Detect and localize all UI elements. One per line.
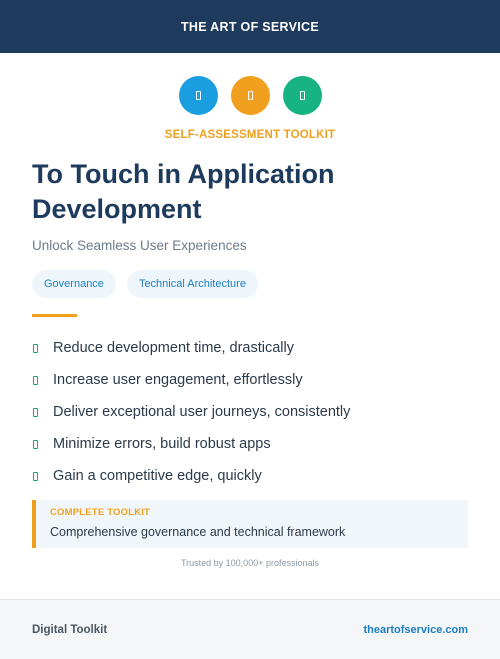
list-item (32, 460, 350, 492)
title-line-1: To Touch in Application (32, 159, 335, 189)
toolkit-kicker: SELF-ASSESSMENT TOOLKIT (164, 129, 336, 141)
check-icon (33, 472, 38, 481)
toolkit-callout (32, 500, 468, 548)
benefit-list (32, 332, 350, 492)
title-line-2: Development (32, 194, 202, 224)
tag-governance[interactable]: Governance (32, 270, 116, 298)
benefit-text: Gain a competitive edge, quickly (53, 468, 262, 484)
list-item (32, 364, 350, 396)
document-icon-orange (231, 76, 270, 115)
check-icon (33, 408, 38, 417)
page-footer (0, 599, 500, 659)
benefit-text: Deliver exceptional user journeys, consistently (53, 404, 351, 420)
callout-label: COMPLETE TOOLKIT (50, 507, 151, 518)
page-subtitle: Unlock Seamless User Experiences (32, 238, 247, 253)
icon-row (0, 76, 500, 115)
tag-list (32, 270, 258, 298)
page-title (32, 157, 472, 227)
list-item (32, 428, 350, 460)
callout-text: Comprehensive governance and technical framework (50, 525, 346, 539)
check-icon (33, 376, 38, 385)
document-icon (300, 91, 305, 100)
website-link[interactable]: theartofservice.com (363, 623, 468, 636)
check-icon (33, 344, 38, 353)
tag-technical-architecture[interactable]: Technical Architecture (127, 270, 258, 298)
benefit-text: Minimize errors, build robust apps (53, 436, 271, 452)
document-icon (248, 91, 253, 100)
document-icon-blue (179, 76, 218, 115)
list-item (32, 332, 350, 364)
benefit-text: Increase user engagement, effortlessly (53, 372, 303, 388)
trust-line: Trusted by 100,000+ professionals (180, 558, 319, 568)
page-header (0, 0, 500, 53)
footer-label: Digital Toolkit (32, 623, 108, 636)
check-icon (33, 440, 38, 449)
list-item (32, 396, 350, 428)
accent-divider (32, 314, 77, 317)
benefit-text: Reduce development time, drastically (53, 340, 294, 356)
document-icon (196, 91, 201, 100)
brand-title: THE ART OF SERVICE (180, 19, 320, 34)
document-icon-green (283, 76, 322, 115)
